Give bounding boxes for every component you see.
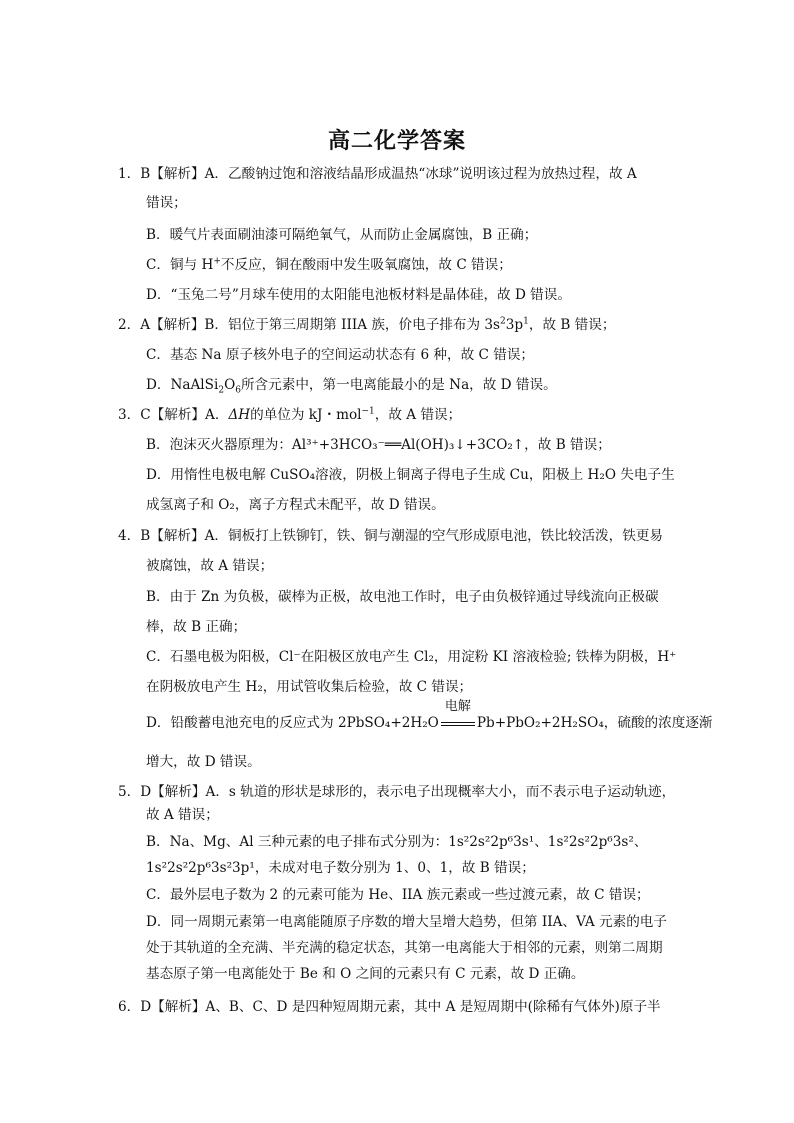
q5-line-7: 处于其轨道的全充满、半充满的稳定状态，其第一电离能大于相邻的元素，则第二周期 <box>146 940 663 956</box>
q1-line-5: D．“玉兔二号”月球车使用的太阳能电池板材料是晶体硅，故 D 错误。 <box>146 287 571 303</box>
q4-line-7-a: D．铅酸蓄电池充电的反应式为 2PbSO₄+2H₂O <box>146 715 439 731</box>
q1-line-1: 1．B【解析】A．乙酸钠过饱和溶液结晶形成温热“冰球”说明该过程为放热过程，故 A <box>118 166 637 182</box>
q3-line-1-c: 的单位为 kJ・mol <box>250 407 362 423</box>
q3-line-2: B．泡沫灭火器原理为：Al³⁺+3HCO₃⁻══Al(OH)₃↓+3CO₂↑，故 B 错误； <box>146 437 611 453</box>
q2-line-1-e: ，故 B 错误； <box>528 317 616 333</box>
q3-line-1-sup: −1 <box>361 406 375 417</box>
q4-line-4: 棒，故 B 正确； <box>146 619 247 635</box>
q2-line-2: C．基态 Na 原子核外电子的空间运动状态有 6 种，故 C 错误； <box>146 347 535 363</box>
q4-line-2: 被腐蚀，故 A 错误； <box>146 558 274 574</box>
electrolysis-arrow <box>441 699 475 733</box>
q1-line-4-text: C．铜与 H <box>146 257 214 273</box>
page-title: 高二化学答案 <box>327 129 466 154</box>
q5-line-3: B．Na、Mg、Al 三种元素的电子排布式分别为：1s²2s²2p⁶3s¹、1s²2s²2p⁶3s²、 <box>146 834 648 850</box>
q3-line-1-a: 3．C【解析】A． <box>118 407 229 423</box>
q3-line-1 <box>118 405 461 425</box>
q2-line-1-c: 3p <box>505 317 524 333</box>
q1-line-3: B．暖气片表面刷油漆可隔绝氧气，从而防止金属腐蚀，B 正确； <box>146 227 538 243</box>
q5-line-4: 1s²2s²2p⁶3s²3p¹，未成对电子数分别为 1、0、1，故 B 错误； <box>146 860 535 876</box>
q3-line-3: D．用惰性电极电解 CuSO₄溶液，阴极上铜离子得电子生成 Cu，阳极上 H₂O 失电子生 <box>146 467 675 483</box>
q4-line-7-b: Pb+PbO₂+2H₂SO₄，硫酸的浓度逐渐 <box>476 715 713 731</box>
q1-line-4-rest: 不反应，铜在酸雨中发生吸氧腐蚀，故 C 错误； <box>220 257 512 273</box>
q6-line-1: 6．D【解析】A、B、C、D 是四种短周期元素，其中 A 是短周期中(除稀有气体外)原子半 <box>118 999 661 1015</box>
q2-line-3-sub1: 2 <box>218 385 225 396</box>
q2-line-3-a: D．NaAlSi <box>146 377 219 393</box>
eq-bar-top <box>441 722 475 723</box>
q3-line-1-e: ，故 A 错误； <box>374 407 462 423</box>
q2-line-1 <box>118 315 615 335</box>
q4-line-8: 增大，故 D 错误。 <box>146 754 261 770</box>
q4-line-6: 在阴极放电产生 H₂，用试管收集后检验，故 C 错误； <box>146 679 473 695</box>
q5-line-5: C．最外层电子数为 2 的元素可能为 He、IIA 族元素或一些过渡元素，故 C 错误； <box>146 887 650 903</box>
q2-line-1-sup1: 2 <box>500 316 506 327</box>
q2-line-1-a: 2．A【解析】B．铝位于第三周期第 IIIA 族，价电子排布为 3s <box>118 317 501 333</box>
q2-line-3-sub2: 6 <box>235 385 241 396</box>
q5-line-1: 5．D【解析】A．s 轨道的形状是球形的，表示电子出现概率大小，而不表示电子运动轨迹， <box>118 784 676 800</box>
q3-line-4: 成氢离子和 O₂，离子方程式未配平，故 D 错误。 <box>146 497 445 513</box>
q5-line-2: 故 A 错误； <box>146 807 219 823</box>
q5-line-6: D．同一周期元素第一电离能随原子序数的增大呈增大趋势，但第 IIA、VA 元素的电子 <box>146 914 667 930</box>
q2-line-3 <box>146 375 557 395</box>
q5-line-8: 基态原子第一电离能处于 Be 和 O 之间的元素只有 C 元素，故 D 正确。 <box>146 966 585 982</box>
q4-line-5: C．石墨电极为阳极，Cl⁻在阳极区放电产生 Cl₂，用淀粉 KI 溶液检验; 铁棒为阴极，H⁺ <box>146 649 677 665</box>
q4-line-3: B．由于 Zn 为负极，碳棒为正极，故电池工作时，电子由负极锌通过导线流向正极碳 <box>146 589 659 605</box>
q3-line-1-delta-h: ΔH <box>228 407 251 423</box>
q2-line-3-e: 所含元素中，第一电离能最小的是 Na，故 D 错误。 <box>240 377 557 393</box>
electrolysis-condition: 电解 <box>444 699 471 714</box>
q4-line-7 <box>146 699 713 733</box>
q1-line-4 <box>146 255 512 275</box>
q2-line-1-sup2: 1 <box>523 316 529 327</box>
q1-line-2: 错误； <box>146 195 187 211</box>
eq-bar-bottom <box>441 725 475 726</box>
q2-line-3-c: O <box>224 377 236 393</box>
q1-line-4-sup: + <box>213 256 221 267</box>
q4-line-1: 4．B【解析】A．铜板打上铁铆钉，铁、铜与潮湿的空气形成原电池，铁比较活泼，铁更易 <box>118 528 664 544</box>
